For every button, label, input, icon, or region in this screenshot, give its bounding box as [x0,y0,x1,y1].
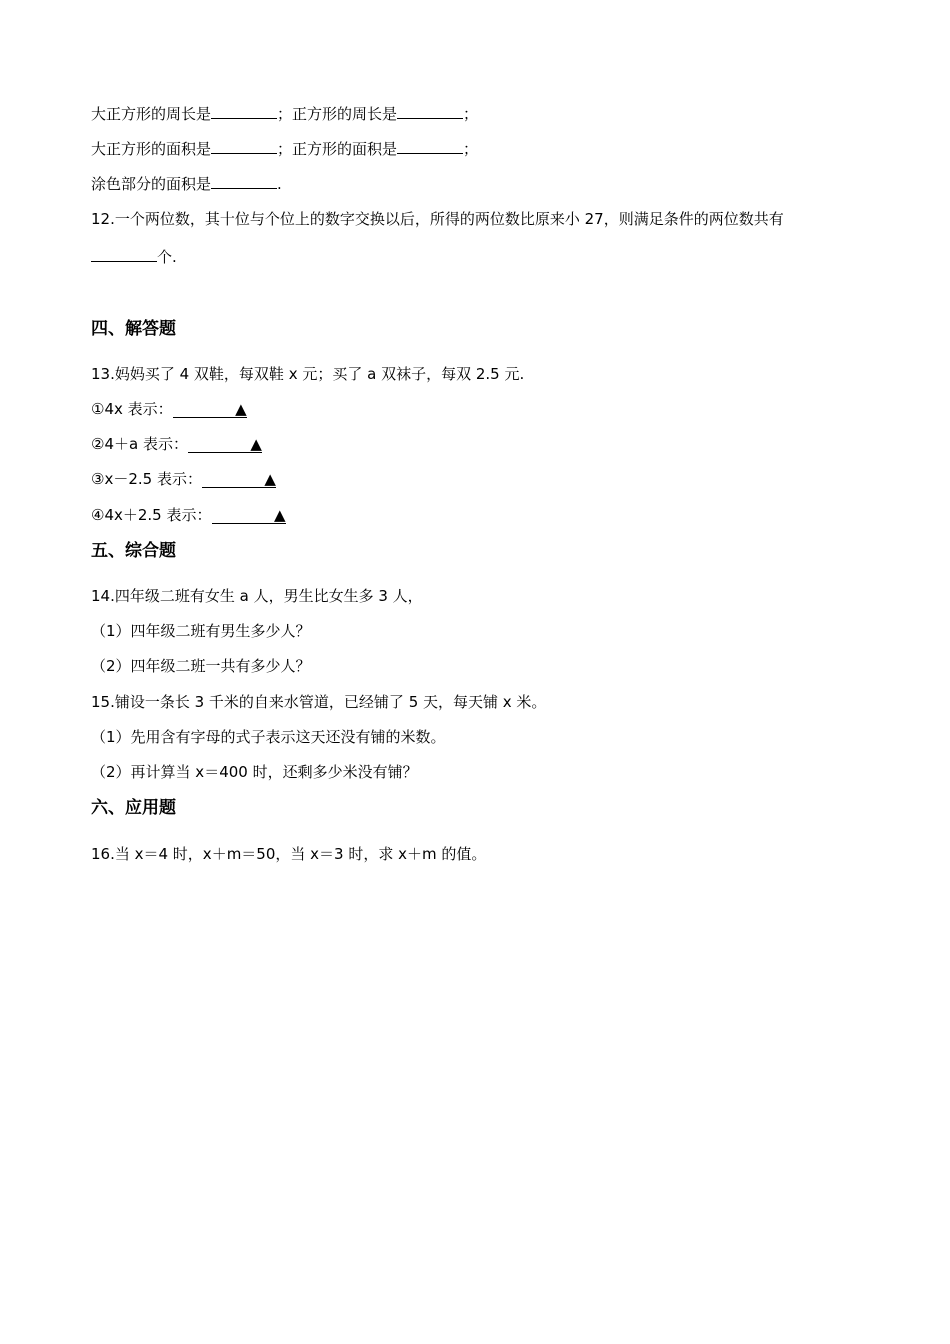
q11-square-area-blank[interactable] [397,139,463,154]
q13-item-2 [91,434,262,454]
q11-line2-end: ； [463,140,479,158]
triangle-marker-icon: ▲ [235,400,247,418]
q15-stem: 15.铺设一条长 3 千米的自来水管道，已经铺了 5 天，每天铺 x 米。 [91,693,547,711]
q14-sub-2: （2）四年级二班一共有多少人？ [91,657,311,675]
q13-item-3 [91,469,276,489]
q16-stem: 16.当 x＝4 时，x＋m＝50，当 x＝3 时，求 x＋m 的值。 [91,845,487,863]
q11-big-square-perimeter-label: 大正方形的周长是 [91,105,212,123]
section-5-title: 五、综合题 [91,541,176,561]
q13-item-1-blank[interactable] [173,401,247,418]
q13-item-1-label: ①4x 表示： [91,400,173,418]
q12-stem: 12.一个两位数，其十位与个位上的数字交换以后，所得的两位数比原来小 27，则满足条件的两位数共有 [91,210,784,228]
q14-sub-1: （1）四年级二班有男生多少人？ [91,622,311,640]
q12-answer-line [91,247,177,267]
q11-big-square-perimeter-blank[interactable] [211,104,277,119]
q11-perimeter-line [91,104,478,124]
triangle-marker-icon: ▲ [250,435,262,453]
q11-big-square-area-blank[interactable] [211,139,277,154]
q11-square-perimeter-label: ；正方形的周长是 [277,105,398,123]
q11-square-perimeter-blank[interactable] [397,104,463,119]
q15-sub-1: （1）先用含有字母的式子表示这天还没有铺的米数。 [91,728,446,746]
q13-item-3-blank[interactable] [202,471,276,488]
q14-stem: 14.四年级二班有女生 a 人，男生比女生多 3 人， [91,587,423,605]
triangle-marker-icon: ▲ [264,470,276,488]
q12-answer-blank[interactable] [91,247,157,262]
q13-item-4-blank[interactable] [212,507,286,524]
q12-end: 个. [157,248,177,266]
section-6-title: 六、应用题 [91,798,176,818]
q13-stem: 13.妈妈买了 4 双鞋，每双鞋 x 元；买了 a 双袜子，每双 2.5 元. [91,365,525,383]
q11-shaded-area-label: 涂色部分的面积是 [91,175,212,193]
q13-item-3-label: ③x－2.5 表示： [91,470,202,488]
q13-item-4 [91,505,286,525]
section-4-title: 四、解答题 [91,319,176,339]
q13-item-2-blank[interactable] [188,436,262,453]
q15-sub-2: （2）再计算当 x＝400 时，还剩多少米没有铺？ [91,763,418,781]
q13-item-2-label: ②4＋a 表示： [91,435,188,453]
q11-line3-end: . [277,175,282,193]
q13-item-4-label: ④4x＋2.5 表示： [91,506,212,524]
q11-line1-end: ； [463,105,479,123]
q11-shaded-area-blank[interactable] [211,174,277,189]
q13-item-1 [91,399,247,419]
q11-area-line [91,139,478,159]
q11-square-area-label: ；正方形的面积是 [277,140,398,158]
q11-shaded-area-line [91,174,282,194]
q11-big-square-area-label: 大正方形的面积是 [91,140,212,158]
triangle-marker-icon: ▲ [273,506,286,524]
